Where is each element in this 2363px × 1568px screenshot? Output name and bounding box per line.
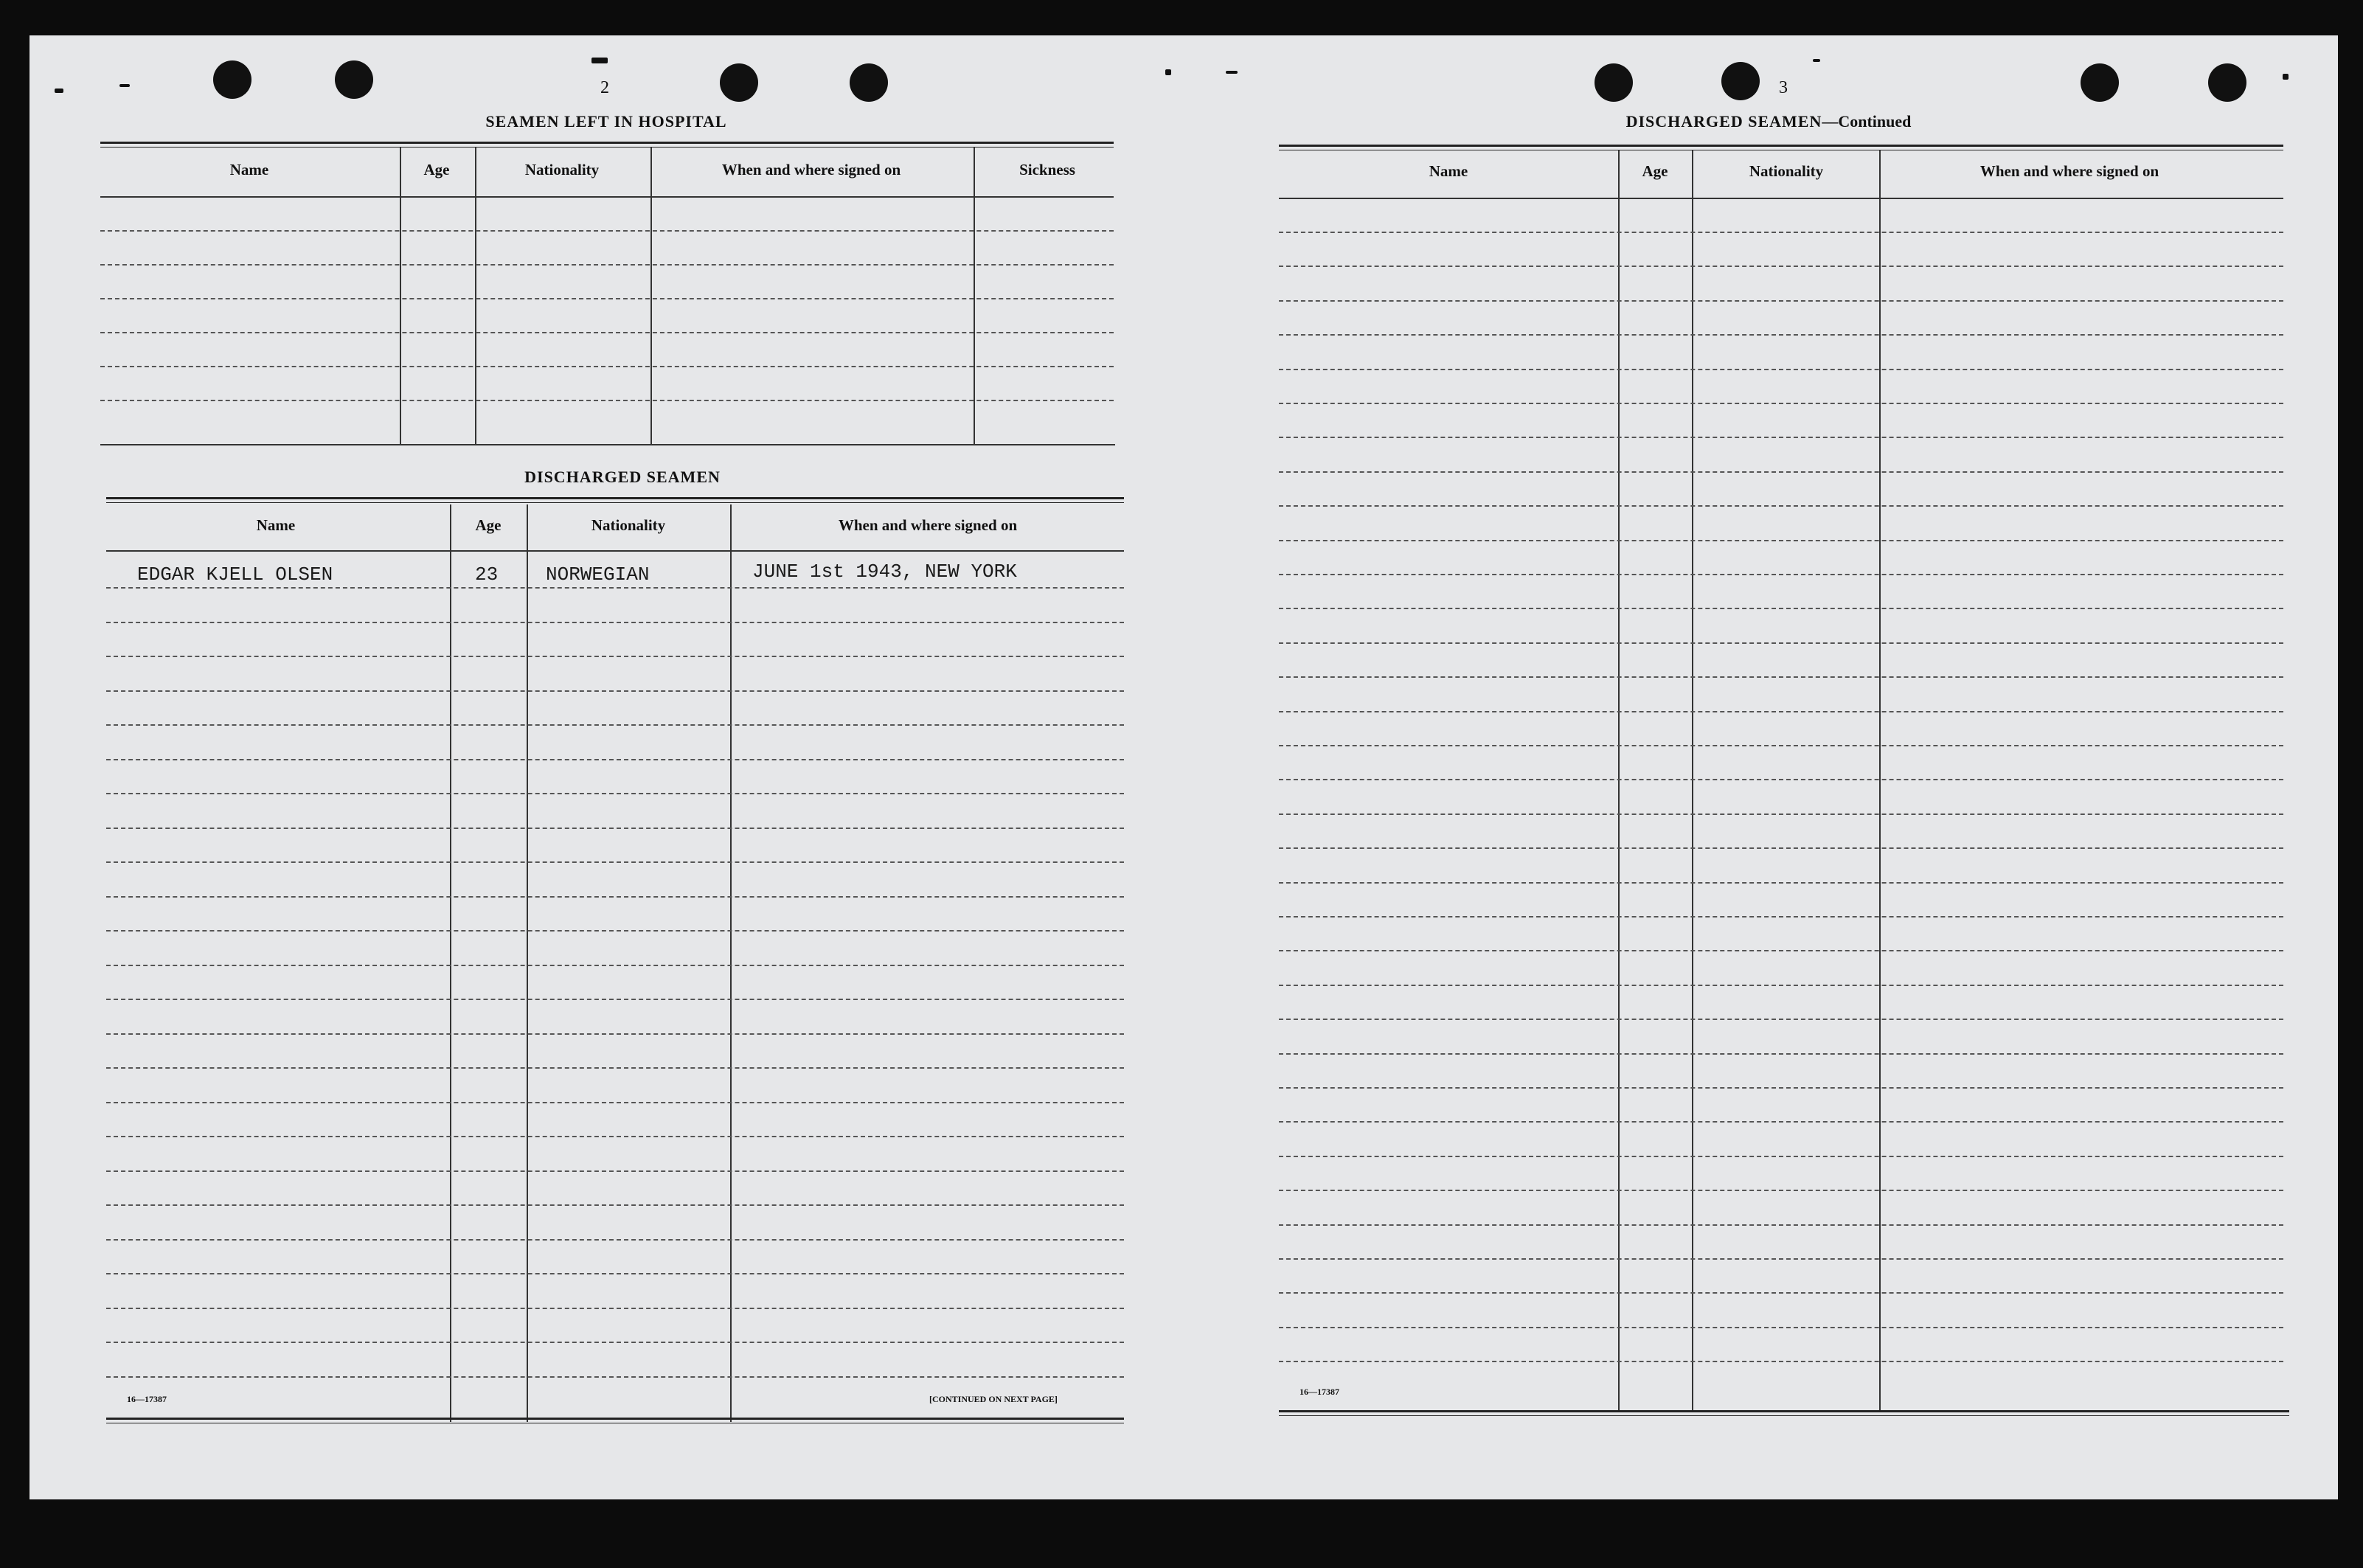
continued-section-title: [1626, 112, 1912, 131]
dotted-row-line: [100, 230, 1114, 232]
punch-hole: [2081, 63, 2119, 102]
discharged-section-title: DISCHARGED SEAMEN: [524, 468, 721, 486]
dotted-row-line: [106, 1342, 1124, 1343]
discharged-col-name: Name: [256, 516, 296, 534]
dotted-row-line: [106, 793, 1124, 794]
dotted-row-line: [1279, 1087, 2283, 1089]
dotted-row-line: [1279, 779, 2283, 780]
discharged-header-rule: [106, 550, 1124, 552]
speck: [119, 84, 130, 87]
dotted-row-line: [106, 896, 1124, 898]
dotted-row-line: [1279, 916, 2283, 917]
dotted-row-line: [1279, 711, 2283, 712]
speck: [55, 89, 63, 93]
dotted-row-line: [106, 1136, 1124, 1137]
dotted-row-line: [1279, 814, 2283, 815]
seaman-name: EDGAR KJELL OLSEN: [137, 563, 333, 586]
continued-col-age: Age: [1642, 162, 1668, 180]
seaman-age: 23: [475, 563, 499, 586]
hospital-section-title: SEAMEN LEFT IN HOSPITAL: [485, 112, 727, 131]
punch-hole: [850, 63, 888, 102]
dotted-row-line: [100, 332, 1114, 333]
continued-note: [CONTINUED ON NEXT PAGE]: [929, 1394, 1058, 1404]
dotted-row-line: [1279, 334, 2283, 336]
dotted-row-line: [1279, 847, 2283, 849]
dotted-row-line: [106, 622, 1124, 623]
dotted-row-line: [1279, 232, 2283, 233]
ledger-sheet: [30, 35, 2338, 1499]
seaman-nationality: NORWEGIAN: [546, 563, 650, 586]
discharged-col-age: Age: [475, 516, 502, 534]
dotted-row-line: [106, 690, 1124, 692]
dotted-row-line: [100, 264, 1114, 266]
speck: [1226, 71, 1238, 74]
dotted-row-line: [1279, 1292, 2283, 1294]
punch-hole: [2208, 63, 2246, 102]
dotted-row-line: [106, 1067, 1124, 1069]
dotted-row-line: [1279, 1258, 2283, 1260]
discharged-col-signed-on: When and where signed on: [838, 516, 1018, 534]
dotted-row-line: [100, 298, 1114, 299]
dotted-row-line: [1279, 1190, 2283, 1191]
punch-hole: [335, 60, 373, 99]
dotted-row-line: [1279, 540, 2283, 541]
dotted-row-line: [106, 1376, 1124, 1378]
punch-hole: [213, 60, 251, 99]
dotted-row-line: [100, 366, 1114, 367]
dotted-row-line: [1279, 950, 2283, 951]
dotted-row-line: [1279, 300, 2283, 302]
dotted-row-line: [106, 999, 1124, 1000]
dotted-row-line: [106, 587, 1124, 589]
dotted-row-line: [1279, 642, 2283, 644]
hospital-table-top-rule: [100, 142, 1114, 148]
speck: [591, 58, 608, 63]
dotted-row-line: [1279, 1224, 2283, 1226]
seaman-signed-on: JUNE 1st 1943, NEW YORK: [752, 561, 1017, 583]
dotted-row-line: [1279, 574, 2283, 575]
dotted-row-line: [1279, 882, 2283, 884]
dotted-row-line: [106, 861, 1124, 863]
hospital-header-rule: [100, 196, 1114, 198]
hospital-col-nationality: Nationality: [524, 161, 600, 178]
dotted-row-line: [106, 1033, 1124, 1035]
dotted-row-line: [106, 965, 1124, 966]
discharged-table-top-rule: [106, 497, 1124, 503]
punch-hole: [1721, 62, 1760, 100]
form-number-left: 16—17387: [127, 1394, 167, 1404]
continued-title-suffix: —Continued: [1822, 112, 1912, 131]
dotted-row-line: [1279, 471, 2283, 473]
dotted-row-line: [1279, 1361, 2283, 1362]
punch-hole: [720, 63, 758, 102]
hospital-col-age: Age: [423, 161, 450, 178]
discharged-col-divider: [450, 504, 451, 1422]
dotted-row-line: [106, 656, 1124, 657]
dotted-row-line: [1279, 369, 2283, 370]
dotted-row-line: [1279, 437, 2283, 438]
hospital-table-bottom-rule: [100, 444, 1115, 445]
continued-col-name: Name: [1429, 162, 1468, 180]
continued-table-top-rule: [1279, 145, 2283, 150]
dotted-row-line: [1279, 1019, 2283, 1020]
speck: [2283, 74, 2289, 80]
form-number-right: 16—17387: [1300, 1387, 1339, 1397]
dotted-row-line: [106, 1308, 1124, 1309]
continued-col-nationality: Nationality: [1749, 162, 1824, 180]
dotted-row-line: [1279, 403, 2283, 404]
hospital-col-sickness: Sickness: [1019, 161, 1075, 178]
dotted-row-line: [1279, 1121, 2283, 1123]
dotted-row-line: [106, 759, 1124, 760]
dotted-row-line: [106, 1239, 1124, 1241]
dotted-row-line: [1279, 1327, 2283, 1328]
dotted-row-line: [1279, 608, 2283, 609]
continued-col-signed-on: When and where signed on: [1979, 162, 2159, 180]
dotted-row-line: [106, 1170, 1124, 1172]
discharged-col-divider: [730, 504, 732, 1422]
dotted-row-line: [1279, 985, 2283, 986]
dotted-row-line: [1279, 1053, 2283, 1055]
punch-hole: [1595, 63, 1633, 102]
dotted-row-line: [106, 1204, 1124, 1206]
dotted-row-line: [106, 828, 1124, 829]
speck: [1165, 69, 1171, 75]
hospital-col-name: Name: [229, 161, 269, 178]
page-number-right: 3: [1779, 78, 1788, 97]
speck: [1813, 59, 1820, 62]
dotted-row-line: [106, 930, 1124, 932]
dotted-row-line: [1279, 676, 2283, 678]
dotted-row-line: [106, 1102, 1124, 1103]
dotted-row-line: [106, 724, 1124, 726]
dotted-row-line: [1279, 266, 2283, 267]
page-number-left: 2: [600, 78, 609, 97]
dotted-row-line: [1279, 745, 2283, 746]
discharged-col-nationality: Nationality: [591, 516, 666, 534]
continued-title-main: DISCHARGED SEAMEN: [1625, 112, 1822, 131]
dotted-row-line: [100, 400, 1114, 401]
dotted-row-line: [1279, 1156, 2283, 1157]
continued-header-rule: [1279, 198, 2283, 199]
dotted-row-line: [106, 1273, 1124, 1274]
discharged-table-bottom-rule: [106, 1418, 1124, 1423]
dotted-row-line: [1279, 505, 2283, 507]
discharged-col-divider: [527, 504, 528, 1422]
continued-table-bottom-rule: [1279, 1410, 2289, 1416]
hospital-col-signed-on: When and where signed on: [721, 161, 901, 178]
